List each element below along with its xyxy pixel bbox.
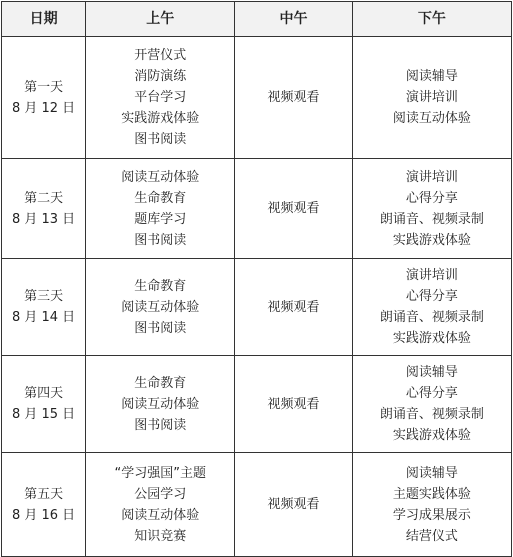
table-row bbox=[2, 37, 512, 159]
afternoon-activity: 演讲培训 bbox=[405, 268, 458, 283]
date-label: 8 月 12 日 bbox=[11, 100, 76, 116]
day-label: 第二天 bbox=[24, 190, 64, 206]
afternoon-cell bbox=[352, 356, 511, 453]
afternoon-activity: 阅读辅导 bbox=[405, 465, 458, 481]
morning-activity: 阅读互动体验 bbox=[121, 396, 200, 412]
header-date: 日期 bbox=[2, 2, 86, 37]
header-morning: 上午 bbox=[86, 2, 235, 37]
day-label: 第一天 bbox=[24, 79, 64, 95]
morning-activity: 知识竞赛 bbox=[134, 528, 187, 544]
date-label: 8 月 14 日 bbox=[11, 310, 76, 325]
afternoon-activity: 演讲培训 bbox=[405, 169, 458, 185]
table-header bbox=[2, 2, 512, 37]
afternoon-activity: 阅读互动体验 bbox=[392, 111, 471, 126]
morning-cell bbox=[86, 453, 235, 557]
afternoon-activity: 阅读辅导 bbox=[405, 365, 458, 380]
afternoon-activity: 阅读辅导 bbox=[405, 69, 458, 84]
noon-cell bbox=[235, 453, 352, 557]
afternoon-cell bbox=[352, 259, 511, 356]
morning-activity: 平台学习 bbox=[134, 90, 187, 105]
noon-activity: 视频观看 bbox=[267, 90, 320, 105]
header-noon: 中午 bbox=[235, 2, 352, 37]
date-cell bbox=[2, 453, 86, 557]
day-label: 第三天 bbox=[24, 289, 64, 304]
header-row bbox=[2, 2, 512, 37]
morning-activity: “学习强国”主题 bbox=[114, 465, 207, 481]
header-afternoon: 下午 bbox=[352, 2, 511, 37]
noon-activity: 视频观看 bbox=[267, 396, 320, 412]
noon-cell bbox=[235, 37, 352, 159]
date-label: 8 月 13 日 bbox=[11, 211, 76, 227]
morning-activity: 图书阅读 bbox=[134, 132, 187, 147]
table-body bbox=[2, 37, 512, 557]
morning-activity: 生命教育 bbox=[134, 190, 187, 206]
afternoon-activity: 实践游戏体验 bbox=[392, 232, 471, 248]
afternoon-activity: 朗诵音、视频录制 bbox=[379, 407, 484, 422]
afternoon-activity: 结营仪式 bbox=[405, 528, 458, 544]
afternoon-activity: 朗诵音、视频录制 bbox=[379, 211, 484, 227]
noon-cell bbox=[235, 356, 352, 453]
date-cell bbox=[2, 259, 86, 356]
afternoon-cell bbox=[352, 37, 511, 159]
morning-activity: 图书阅读 bbox=[134, 320, 187, 336]
date-cell bbox=[2, 159, 86, 259]
day-label: 第四天 bbox=[24, 386, 64, 401]
table-row bbox=[2, 356, 512, 453]
morning-activity: 阅读互动体验 bbox=[121, 507, 200, 523]
morning-activity: 题库学习 bbox=[134, 211, 187, 227]
noon-activity: 视频观看 bbox=[267, 299, 320, 315]
date-cell bbox=[2, 37, 86, 159]
table-row bbox=[2, 159, 512, 259]
table-row bbox=[2, 453, 512, 557]
noon-activity: 视频观看 bbox=[267, 201, 320, 216]
afternoon-cell bbox=[352, 453, 511, 557]
noon-cell bbox=[235, 159, 352, 259]
afternoon-activity: 演讲培训 bbox=[405, 90, 458, 105]
morning-activity: 阅读互动体验 bbox=[121, 169, 200, 185]
afternoon-activity: 学习成果展示 bbox=[392, 507, 471, 523]
morning-activity: 公园学习 bbox=[134, 486, 187, 502]
morning-cell bbox=[86, 37, 235, 159]
afternoon-activity: 心得分享 bbox=[405, 386, 458, 401]
date-label: 8 月 16 日 bbox=[11, 507, 76, 523]
morning-activity: 生命教育 bbox=[134, 278, 187, 294]
morning-cell bbox=[86, 356, 235, 453]
morning-activity: 图书阅读 bbox=[134, 232, 187, 248]
date-label: 8 月 15 日 bbox=[11, 407, 76, 422]
day-label: 第五天 bbox=[24, 486, 64, 502]
noon-cell bbox=[235, 259, 352, 356]
afternoon-activity: 朗诵音、视频录制 bbox=[379, 310, 484, 325]
morning-activity: 图书阅读 bbox=[134, 417, 187, 433]
afternoon-activity: 实践游戏体验 bbox=[392, 428, 471, 443]
noon-activity: 视频观看 bbox=[267, 497, 320, 512]
afternoon-activity: 主题实践体验 bbox=[392, 486, 471, 502]
afternoon-cell bbox=[352, 159, 511, 259]
morning-activity: 消防演练 bbox=[134, 69, 187, 84]
afternoon-activity: 心得分享 bbox=[405, 289, 458, 304]
morning-activity: 生命教育 bbox=[134, 375, 187, 391]
morning-activity: 开营仪式 bbox=[134, 48, 187, 63]
morning-cell bbox=[86, 259, 235, 356]
afternoon-activity: 心得分享 bbox=[405, 190, 458, 206]
morning-activity: 实践游戏体验 bbox=[121, 111, 200, 126]
schedule-table bbox=[1, 1, 512, 557]
date-cell bbox=[2, 356, 86, 453]
table-row bbox=[2, 259, 512, 356]
afternoon-activity: 实践游戏体验 bbox=[392, 331, 471, 346]
morning-cell bbox=[86, 159, 235, 259]
morning-activity: 阅读互动体验 bbox=[121, 299, 200, 315]
